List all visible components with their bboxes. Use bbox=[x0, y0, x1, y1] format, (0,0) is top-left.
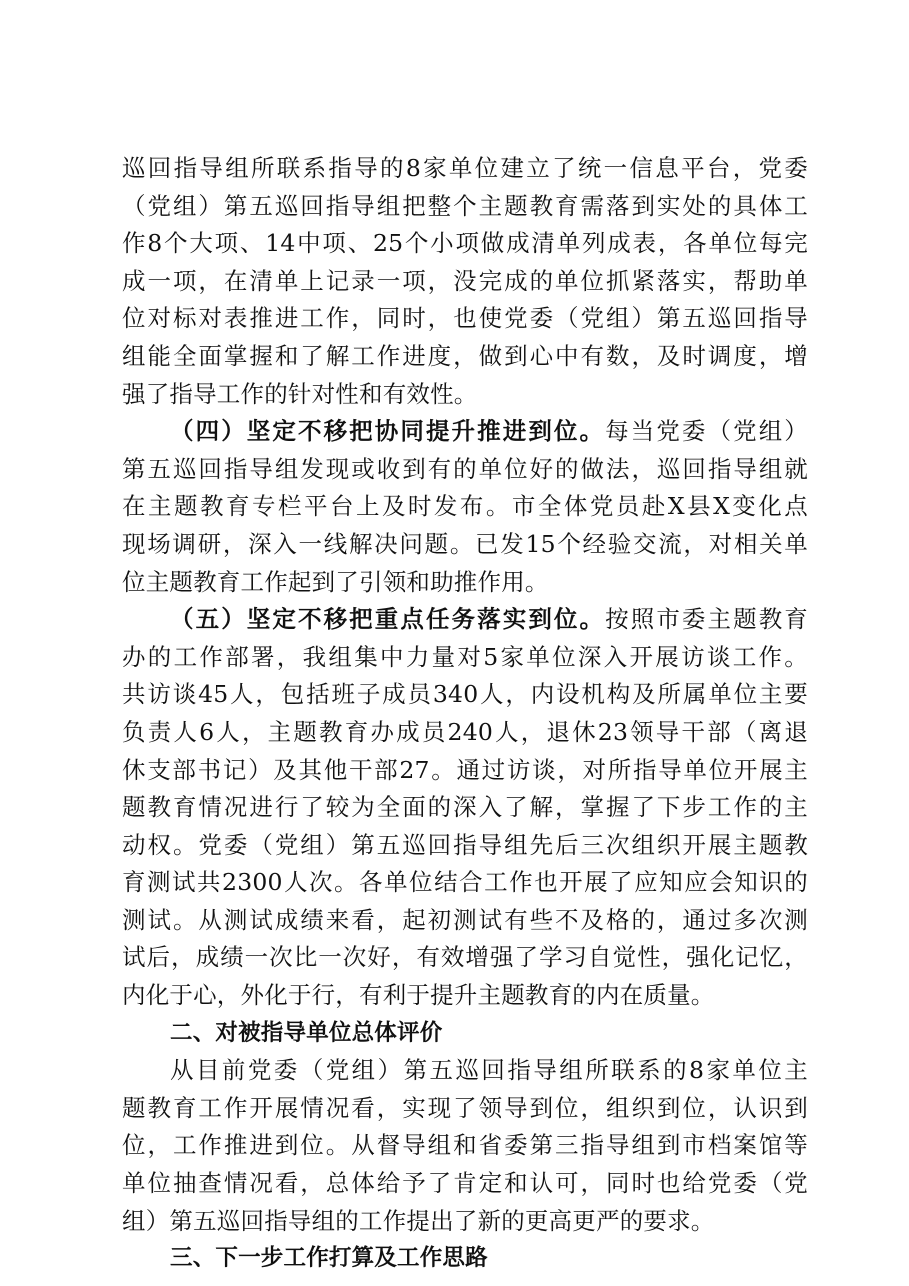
text-line: 动权。党委（党组）第五巡回指导组先后三次组织开展主题教 bbox=[122, 830, 808, 859]
text-line bbox=[122, 601, 808, 639]
text-line: 组能全面掌握和了解工作进度，做到心中有数，及时调度，增 bbox=[122, 341, 808, 370]
text-line: 在主题教育专栏平台上及时发布。市全体党员赴X县X变化点 bbox=[122, 492, 808, 521]
paragraph-evaluation bbox=[122, 1052, 808, 1240]
text-line: 测试。从测试成绩来看，起初测试有些不及格的，通过多次测 bbox=[122, 905, 808, 934]
text-line: 试后，成绩一次比一次好，有效增强了学习自觉性，强化记忆， bbox=[122, 943, 808, 972]
text-line: 组）第五巡回指导组的工作提出了新的更高更严的要求。 bbox=[122, 1206, 715, 1235]
text-line: 单位抽查情况看，总体给予了肯定和认可，同时也给党委（党 bbox=[122, 1169, 808, 1198]
text-line: 位对标对表推进工作，同时，也使党委（党组）第五巡回指导 bbox=[122, 304, 808, 333]
text-line: 共访谈45人，包括班子成员340人，内设机构及所属单位主要 bbox=[122, 680, 808, 709]
text-line: 强了指导工作的针对性和有效性。 bbox=[122, 379, 478, 408]
text-line: 育测试共2300人次。各单位结合工作也开展了应知应会知识的 bbox=[122, 868, 808, 897]
text-line: 题教育情况进行了较为全面的深入了解，掌握了下步工作的主 bbox=[122, 793, 808, 822]
subsection-heading: （四）坚定不移把协同提升推进到位。 bbox=[170, 417, 606, 446]
paragraph-platform bbox=[122, 150, 808, 413]
text-span: 按照市委主题教育 bbox=[605, 605, 808, 634]
text-line: 休支部书记）及其他干部27。通过访谈，对所指导单位开展主 bbox=[122, 755, 808, 784]
text-line: 第五巡回指导组发现或收到有的单位好的做法，巡回指导组就 bbox=[122, 454, 808, 483]
text-line bbox=[122, 413, 808, 451]
section-heading: 二、对被指导单位总体评价 bbox=[170, 1019, 443, 1046]
text-line: 作8个大项、14中项、25个小项做成清单列成表，各单位每完 bbox=[122, 229, 808, 258]
subsection-heading: （五）坚定不移把重点任务落实到位。 bbox=[170, 605, 606, 634]
section-heading: 三、下一步工作打算及工作思路 bbox=[170, 1245, 488, 1272]
text-line: 题教育工作开展情况看，实现了领导到位，组织到位，认识到 bbox=[122, 1093, 808, 1122]
text-line: 内化于心，外化于行，有利于提升主题教育的内在质量。 bbox=[122, 981, 715, 1010]
document-body bbox=[122, 150, 808, 1278]
text-line: 办的工作部署，我组集中力量对5家单位深入开展访谈工作。 bbox=[122, 642, 808, 671]
text-line: 巡回指导组所联系指导的8家单位建立了统一信息平台，党委 bbox=[122, 154, 808, 182]
text-span: 每当党委（党组） bbox=[605, 417, 808, 446]
text-line: 位，工作推进到位。从督导组和省委第三指导组到市档案馆等 bbox=[122, 1131, 808, 1160]
text-line: 现场调研，深入一线解决问题。已发15个经验交流，对相关单 bbox=[122, 529, 808, 558]
paragraph-coordination bbox=[122, 413, 808, 601]
paragraph-key-tasks bbox=[122, 601, 808, 1015]
text-line: 负责人6人，主题教育办成员240人，退休23领导干部（离退 bbox=[122, 717, 808, 746]
text-line: 成一项，在清单上记录一项，没完成的单位抓紧落实，帮助单 bbox=[122, 266, 808, 295]
text-line: 位主题教育工作起到了引领和助推作用。 bbox=[122, 567, 549, 596]
text-line: 从目前党委（党组）第五巡回指导组所联系的8家单位主 bbox=[170, 1056, 808, 1085]
text-line: （党组）第五巡回指导组把整个主题教育需落到实处的具体工 bbox=[122, 191, 808, 220]
